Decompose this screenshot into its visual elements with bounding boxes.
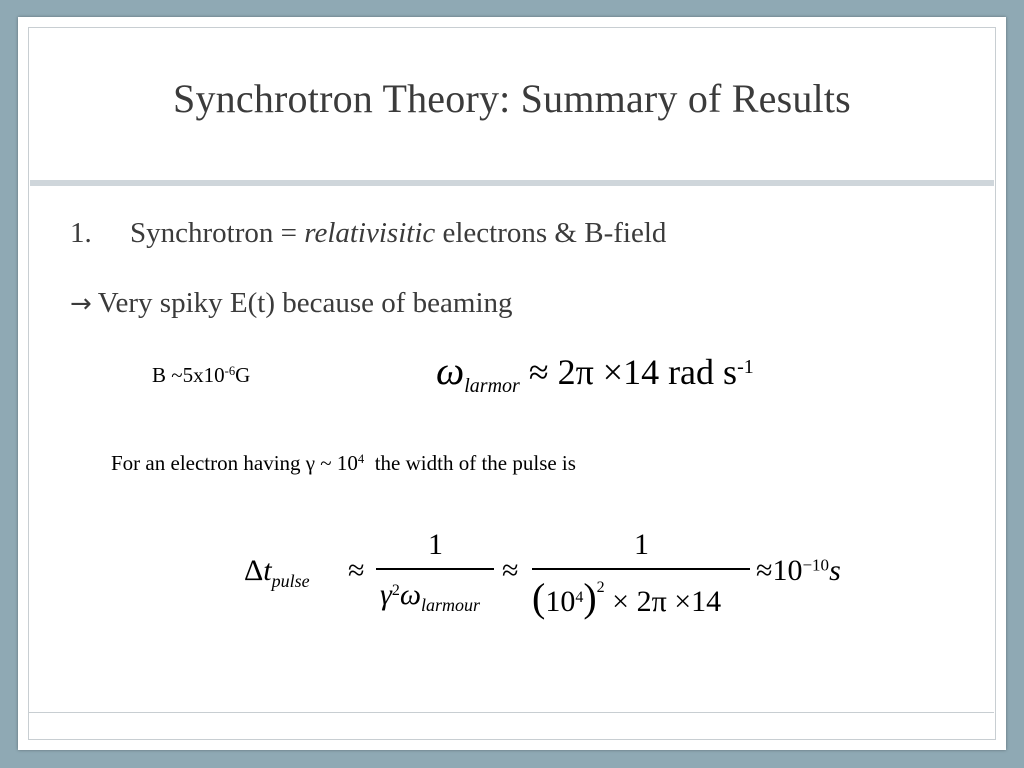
pulse-width-equation: [244, 522, 884, 632]
slide: [18, 17, 1006, 750]
slide-title: Synchrotron Theory: Summary of Results: [173, 76, 851, 121]
delta-symbol: Δ: [244, 554, 264, 587]
fraction2-bar: [532, 568, 750, 570]
fraction1-numerator: 1: [428, 528, 443, 561]
outer-exponent: 2: [596, 578, 605, 596]
title-divider: [30, 180, 994, 186]
result-base: 10: [772, 554, 803, 587]
fraction2-numerator: 1: [634, 528, 649, 561]
omega-symbol: ω: [436, 348, 465, 393]
bullet1-italic-word: relativisitic: [304, 217, 436, 249]
result-unit: s: [829, 554, 841, 587]
b-field-exponent: -6: [224, 364, 236, 379]
t-symbol: t: [263, 554, 272, 587]
approx-symbol: ≈: [528, 352, 549, 392]
slide-frame-footer-line: [28, 712, 994, 713]
larmor-value: 2π ×14 rad s: [557, 352, 738, 392]
b-field-prefix: B ~5x10: [152, 363, 225, 387]
pulse-sentence-prefix: For an electron having γ ~ 10: [111, 451, 358, 475]
approx-symbol-2: ≈: [502, 554, 519, 587]
b-field-value: [152, 363, 250, 388]
pulse-subscript: pulse: [271, 571, 310, 592]
bullet-synchrotron: [70, 217, 666, 250]
fraction1-denominator: [380, 578, 480, 616]
ten-base: 10: [545, 585, 576, 618]
times-part: × 2π ×14: [612, 585, 722, 618]
paren-open: (: [532, 575, 546, 620]
omega-subscript: larmor: [464, 375, 520, 397]
larmor-exponent: -1: [737, 356, 754, 378]
bullet1-prefix: Synchrotron =: [130, 217, 305, 249]
larmor-equation: [436, 347, 754, 398]
omega-subscript-2: larmour: [421, 595, 481, 616]
delta-t-pulse: [244, 554, 310, 592]
ten-exponent: 4: [575, 589, 584, 607]
paren-close: ): [583, 575, 597, 620]
bullet2-text: Very spiky E(t) because of beaming: [97, 287, 513, 319]
bullet1-suffix: electrons & B-field: [435, 217, 667, 249]
pulse-sentence-suffix: the width of the pulse is: [364, 451, 576, 475]
fraction2-denominator: [532, 574, 721, 621]
approx-symbol-3: ≈: [756, 554, 773, 587]
fraction1-bar: [376, 568, 494, 570]
approx-symbol-1: ≈: [348, 554, 365, 587]
gamma-symbol: γ: [380, 578, 392, 611]
pulse-sentence-exponent: 4: [357, 452, 365, 467]
gamma-exponent: 2: [391, 582, 400, 600]
arrow-right-icon: →: [70, 289, 92, 319]
result-exponent: −10: [802, 555, 830, 575]
bullet-beaming: [70, 287, 513, 320]
bullet-number: 1.: [70, 217, 92, 249]
result: [756, 554, 841, 588]
omega-symbol-2: ω: [399, 578, 422, 611]
b-field-unit: G: [235, 363, 251, 387]
pulse-sentence: [111, 451, 576, 476]
